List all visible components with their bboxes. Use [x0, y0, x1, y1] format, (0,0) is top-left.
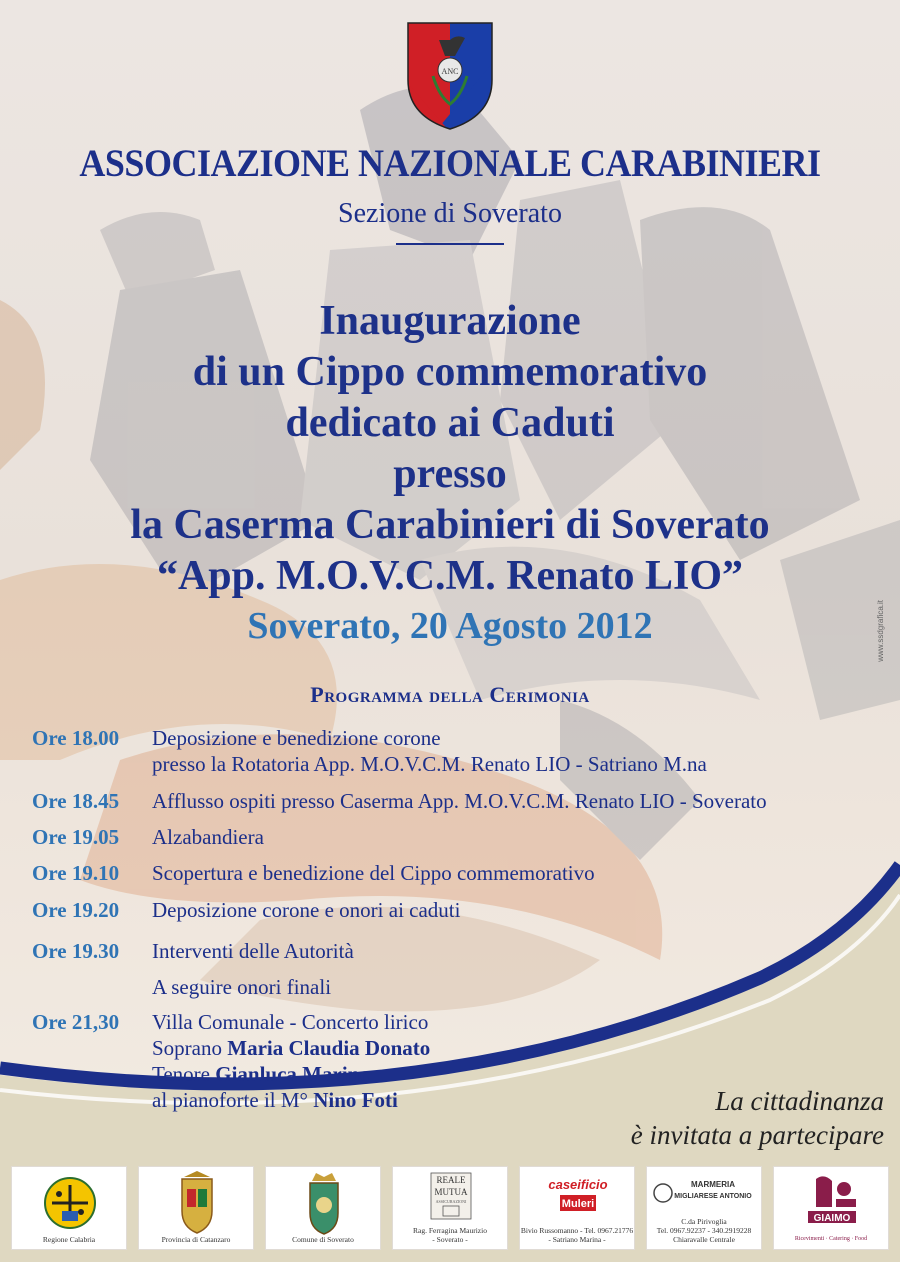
invitation-line: è invitata a partecipare [630, 1120, 884, 1150]
program-text: A seguire onori finali [152, 975, 332, 999]
divider [396, 243, 504, 245]
sponsor-caption: Bivio Russomanno - Tel. 0967.21776 [520, 1226, 634, 1235]
program-item [32, 897, 460, 923]
performer-role: Tenore [152, 1062, 210, 1086]
program-text: Afflusso ospiti presso Caserma App. M.O.V.C.M. Renato LIO - Soverato [152, 789, 767, 813]
sponsor-caption: Comune di Soverato [292, 1235, 354, 1244]
title-line: la Caserma Carabinieri di Soverato [130, 502, 770, 548]
performer-name: Maria Claudia Donato [227, 1036, 431, 1060]
sponsor-caption: - Soverato - [432, 1235, 468, 1244]
sponsor-caption: Chiaravalle Centrale [673, 1235, 735, 1244]
performer-role: Soprano [152, 1036, 222, 1060]
title-line: Inaugurazione [319, 298, 581, 344]
concert-piano [152, 1087, 430, 1113]
title-line: dedicato ai Caduti [285, 400, 615, 446]
program-text: Scopertura e benedizione del Cippo commemorativo [152, 861, 595, 885]
logo-text: MUTUA [434, 1187, 468, 1197]
title-line: presso [393, 451, 507, 497]
concert-soprano [152, 1035, 430, 1061]
program-text: presso la Rotatoria App. M.O.V.C.M. Renato LIO - Satriano M.na [152, 752, 707, 776]
program-text: Deposizione corone e onori ai caduti [152, 898, 461, 922]
program-item [32, 860, 595, 886]
sponsor-caption: Regione Calabria [42, 1235, 96, 1244]
event-date: Soverato, 20 Agosto 2012 [247, 605, 653, 647]
emblem-monogram: ANC [441, 67, 459, 76]
anc-shield-emblem-icon [405, 20, 495, 132]
comune-soverato-crest-icon [266, 1167, 382, 1237]
printer-credit: www.ssdgrafica.it [876, 600, 885, 662]
performer-name: Gianluca Marino [215, 1062, 370, 1086]
performer-name: Nino Foti [313, 1088, 398, 1112]
regione-calabria-logo-icon [12, 1167, 128, 1237]
program-time: Ore 18.00 [32, 726, 120, 750]
program-time: Ore 19.10 [32, 861, 120, 885]
sponsor-comune-soverato [265, 1166, 381, 1250]
program-item [32, 824, 264, 850]
logo-text: GIAIMO [813, 1213, 851, 1224]
invitation-line: La cittadinanza [715, 1086, 884, 1116]
program-text: Alzabandiera [152, 825, 264, 849]
sponsor-caption: Provincia di Catanzaro [161, 1235, 231, 1244]
sponsor-marmeria [646, 1166, 762, 1250]
logo-text: MARMERIA [691, 1180, 735, 1189]
sponsor-provincia-catanzaro [138, 1166, 254, 1250]
provincia-catanzaro-crest-icon [139, 1167, 255, 1237]
program-text: Interventi delle Autorità [152, 939, 354, 963]
marmeria-logo-icon [647, 1167, 763, 1217]
section-name: Sezione di Soverato [338, 198, 562, 229]
title-line: “App. M.O.V.C.M. Renato LIO” [156, 553, 744, 599]
program-item [32, 725, 707, 777]
title-line: di un Cippo commemorativo [192, 349, 708, 395]
logo-text: REALE [436, 1175, 466, 1185]
program-item [32, 933, 354, 1005]
logo-text: MIGLIARESE ANTONIO [674, 1193, 752, 1200]
program-text: Deposizione e benedizione corone [152, 726, 441, 750]
sponsor-caption: C.da Pirivoglia [681, 1217, 727, 1226]
sponsor-caption: - Satriano Marina - [548, 1235, 606, 1244]
sponsor-caption: Ricevimenti · Catering · Food [794, 1236, 868, 1242]
event-title [0, 296, 900, 602]
program-time: Ore 19.30 [32, 939, 120, 963]
sponsor-strip [11, 1166, 889, 1250]
program-heading: Programma della Cerimonia [310, 682, 590, 707]
program-text: Villa Comunale - Concerto lirico [152, 1010, 429, 1034]
program-item [32, 788, 767, 814]
program-time: Ore 18.45 [32, 789, 120, 813]
program-item [32, 1009, 430, 1113]
logo-text: caseificio [548, 1177, 608, 1192]
sponsor-giaimo [773, 1166, 889, 1250]
sponsor-regione-calabria [11, 1166, 127, 1250]
giaimo-logo-icon [774, 1167, 890, 1237]
logo-text: ASSICURAZIONI [435, 1199, 467, 1204]
program-time: Ore 19.05 [32, 825, 120, 849]
organization-name: ASSOCIAZIONE NAZIONALE CARABINIERI [79, 141, 821, 185]
sponsor-reale-mutua [392, 1166, 508, 1250]
performer-role: al pianoforte il M° [152, 1088, 308, 1112]
logo-text: Muleri [561, 1198, 595, 1210]
sponsor-caption: Tel. 0967.92237 - 340.2919228 [656, 1226, 752, 1235]
program-time: Ore 21,30 [32, 1010, 120, 1034]
sponsor-caption: Rag. Ferragina Maurizio [413, 1226, 487, 1235]
sponsor-caseificio [519, 1166, 635, 1250]
invitation [631, 1084, 884, 1152]
program-time: Ore 19.20 [32, 898, 120, 922]
concert-tenor [152, 1061, 430, 1087]
